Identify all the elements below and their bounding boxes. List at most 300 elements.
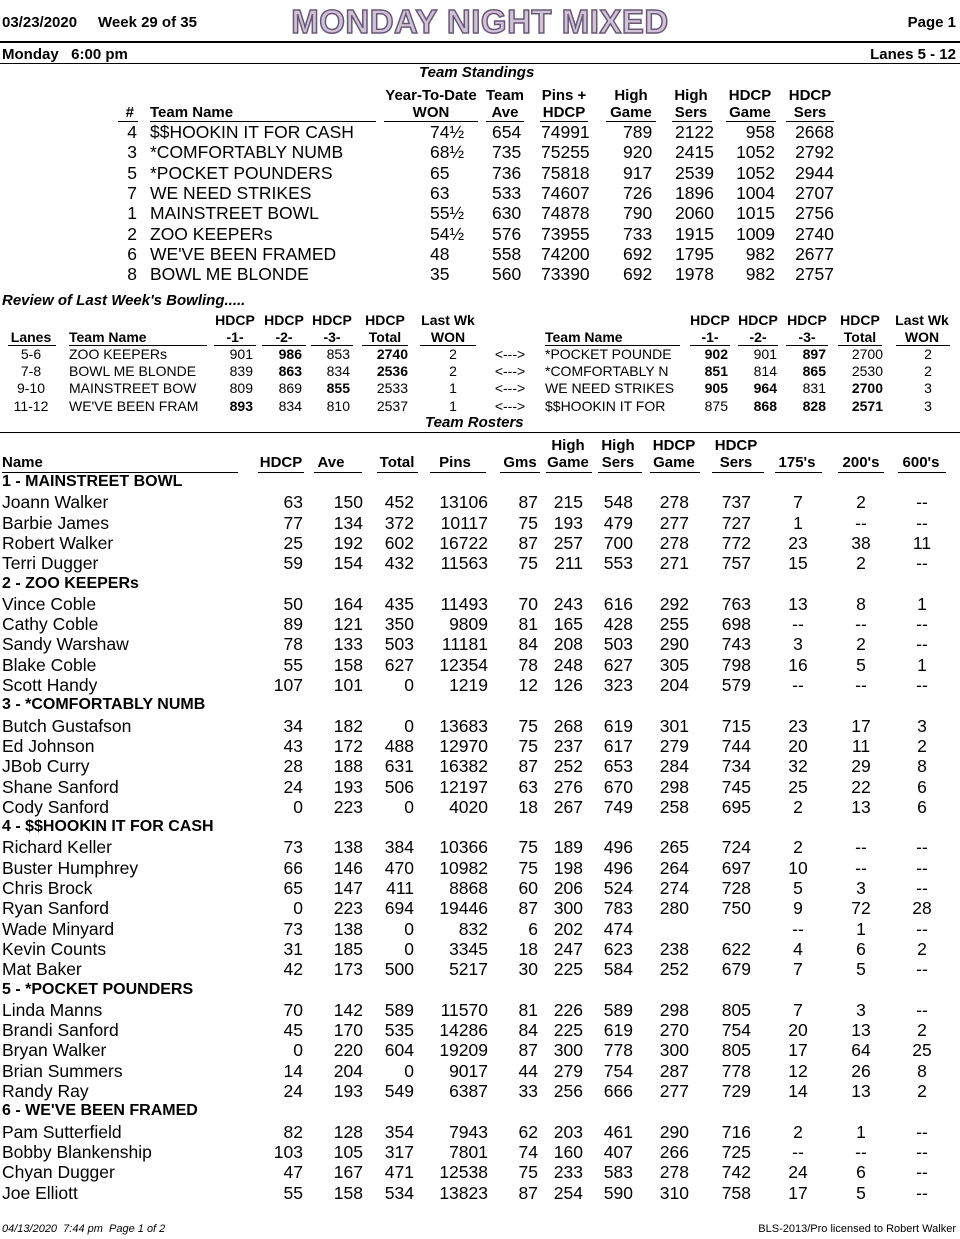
review-opp-game-3: 828 (802, 397, 826, 414)
player-count-200: 13 (851, 796, 871, 817)
player-total: 432 (384, 553, 414, 574)
player-hdcp: 73 (283, 837, 303, 858)
player-row (0, 716, 960, 736)
player-hdcp: 24 (283, 1081, 303, 1101)
player-count-600: 2 (917, 1020, 927, 1041)
review-game-1: 893 (229, 397, 253, 414)
player-high-series: 749 (603, 796, 633, 817)
player-total: 411 (386, 878, 414, 898)
player-count-600: 6 (917, 796, 927, 817)
player-count-200: 6 (856, 938, 866, 959)
col-high-series-top: High (601, 437, 635, 454)
review-col-total: Total (368, 329, 402, 345)
review-row (0, 346, 960, 363)
player-average: 223 (333, 898, 363, 919)
player-hdcp-series: 763 (721, 593, 751, 614)
review-opp-game-3: 831 (802, 380, 826, 397)
player-hdcp: 55 (283, 654, 303, 675)
team-number: 4 (127, 122, 137, 142)
player-row (0, 655, 960, 675)
player-row (0, 675, 960, 695)
review-col-hdcp: HDCP (215, 312, 255, 328)
player-pins: 12538 (439, 1162, 488, 1183)
player-row (0, 553, 960, 573)
player-high-game: 243 (553, 593, 583, 614)
player-total: 0 (404, 938, 414, 959)
player-count-200: -- (855, 857, 867, 878)
player-hdcp-game: 265 (659, 837, 689, 858)
player-hdcp-game: 287 (659, 1060, 689, 1081)
day-time: Monday 6:00 pm (2, 46, 128, 63)
player-hdcp: 0 (293, 796, 303, 817)
player-total: 602 (384, 532, 414, 553)
player-high-series: 619 (603, 1020, 633, 1041)
team-roster-header: 4 - $$HOOKIN IT FOR CASH (2, 818, 214, 836)
review-won: 2 (449, 363, 457, 380)
player-high-series: 617 (603, 735, 633, 756)
player-count-175: 7 (793, 492, 803, 513)
player-total: 0 (404, 796, 414, 817)
player-count-200: 13 (851, 1081, 871, 1101)
player-total: 0 (404, 675, 414, 695)
hdcp-series: 2756 (795, 203, 834, 224)
player-count-600: -- (916, 1162, 928, 1183)
player-pins: 12970 (439, 735, 488, 756)
player-count-200: 3 (856, 878, 866, 898)
player-high-series: 627 (603, 654, 633, 675)
player-count-175: 20 (788, 735, 808, 756)
player-count-200: 26 (851, 1060, 871, 1081)
player-games: 74 (518, 1141, 538, 1162)
player-count-200: 2 (856, 553, 866, 574)
player-high-game: 247 (553, 938, 583, 959)
player-count-200: 2 (856, 634, 866, 655)
player-count-175: 1 (793, 512, 803, 533)
player-row (0, 533, 960, 553)
standings-col-hdg: Game (729, 104, 771, 121)
player-pins: 12354 (439, 654, 488, 675)
player-hdcp-game: 278 (659, 532, 689, 553)
player-hdcp-series: 715 (721, 715, 751, 736)
review-col-opp-game-2: -2- (749, 329, 767, 345)
player-high-game: 256 (553, 1081, 583, 1101)
player-high-series: 670 (603, 776, 633, 797)
player-total: 549 (384, 1081, 414, 1101)
review-game-2: 863 (278, 363, 302, 380)
pins-hdcp: 74991 (541, 122, 590, 142)
player-games: 75 (518, 512, 538, 533)
player-count-175: 17 (788, 1182, 808, 1203)
team-average: 736 (492, 162, 522, 183)
player-count-175: 25 (788, 776, 808, 797)
player-hdcp: 47 (283, 1162, 303, 1183)
player-hdcp-game: 270 (659, 1020, 689, 1041)
player-row (0, 878, 960, 898)
player-average: 101 (333, 675, 363, 695)
player-high-game: 165 (553, 614, 583, 635)
player-total: 471 (384, 1162, 414, 1183)
player-count-200: -- (855, 512, 867, 533)
player-name: Chris Brock (2, 878, 93, 898)
player-high-series: 616 (603, 593, 633, 614)
player-high-game: 215 (553, 492, 583, 513)
review-col-opp-won: WON (904, 329, 940, 345)
player-hdcp: 0 (293, 1040, 303, 1061)
team-number: 7 (127, 182, 137, 203)
player-hdcp-series: 745 (721, 776, 751, 797)
player-hdcp-series: 743 (721, 634, 751, 655)
review-col-lanes: Lanes (10, 329, 52, 345)
player-hdcp: 103 (273, 1141, 303, 1162)
player-games: 87 (518, 1182, 538, 1203)
player-row (0, 634, 960, 654)
standings-col-hs-top: High (674, 87, 708, 104)
player-high-game: 208 (553, 634, 583, 655)
player-games: 44 (518, 1060, 538, 1081)
col-high-series: Sers (601, 454, 635, 471)
player-row (0, 1142, 960, 1162)
player-average: 138 (333, 918, 363, 939)
won: 68½ (430, 142, 465, 163)
player-high-game: 160 (553, 1141, 583, 1162)
pins-hdcp: 73955 (541, 223, 590, 244)
review-row (0, 380, 960, 397)
review-team: BOWL ME BLONDE (69, 363, 197, 380)
player-average: 223 (333, 796, 363, 817)
player-count-175: 14 (788, 1081, 808, 1101)
player-games: 87 (518, 1040, 538, 1061)
review-opp-team: *COMFORTABLY N (545, 363, 669, 380)
player-count-200: 1 (856, 1121, 866, 1142)
review-opp-game-3: 897 (802, 346, 826, 362)
player-name: Sandy Warshaw (2, 634, 129, 655)
hdcp-game: 982 (745, 243, 775, 264)
player-hdcp: 28 (283, 756, 303, 777)
team-average: 576 (492, 223, 522, 244)
player-hdcp: 63 (283, 492, 303, 513)
player-name: Scott Handy (2, 675, 98, 695)
high-series: 1915 (675, 223, 714, 244)
player-hdcp: 14 (283, 1060, 303, 1081)
player-total: 317 (384, 1141, 414, 1162)
footer-license: BLS-2013/Pro licensed to Robert Walker (758, 1223, 956, 1235)
team-roster-header: 2 - ZOO KEEPERs (2, 574, 139, 592)
player-games: 33 (518, 1081, 538, 1101)
player-name: Blake Coble (2, 654, 97, 675)
player-count-175: 2 (793, 1121, 803, 1142)
player-name: JBob Curry (2, 756, 90, 777)
player-name: Chyan Dugger (2, 1162, 115, 1183)
player-hdcp-series: 757 (721, 553, 751, 574)
review-team: ZOO KEEPERs (69, 346, 168, 362)
team-name: BOWL ME BLONDE (150, 264, 309, 285)
review-col-won: WON (430, 329, 466, 345)
player-count-200: 5 (856, 1182, 866, 1203)
player-hdcp: 42 (283, 959, 303, 980)
player-count-600: -- (916, 999, 928, 1020)
player-count-600: 2 (917, 735, 927, 756)
page-number: Page 1 (907, 14, 956, 31)
review-opp-game-2: 964 (753, 380, 777, 397)
player-pins: 11493 (440, 593, 488, 614)
report-date: 03/23/2020 (2, 14, 78, 31)
player-hdcp: 59 (283, 553, 303, 574)
high-game: 692 (623, 243, 653, 264)
player-row (0, 959, 960, 979)
player-pins: 19209 (439, 1040, 488, 1061)
standings-col-won: WON (412, 104, 450, 121)
player-hdcp-game: 292 (659, 593, 689, 614)
player-hdcp-series: 778 (721, 1060, 751, 1081)
player-hdcp: 31 (283, 938, 303, 959)
review-opp-game-1: 851 (704, 363, 728, 380)
player-games: 84 (518, 634, 538, 655)
review-col-opp-lastwk: Last Wk (895, 312, 949, 328)
player-hdcp-series: 579 (721, 675, 751, 695)
player-count-600: -- (916, 918, 928, 939)
player-pins: 10982 (439, 857, 488, 878)
player-name: Brandi Sanford (2, 1020, 119, 1041)
player-hdcp: 82 (283, 1121, 303, 1142)
player-games: 87 (518, 532, 538, 553)
team-number: 2 (127, 223, 137, 244)
team-name: $$HOOKIN IT FOR CASH (150, 122, 354, 142)
player-high-game: 248 (553, 654, 583, 675)
review-opp-team: $$HOOKIN IT FOR (545, 397, 666, 414)
player-total: 435 (384, 593, 414, 614)
player-count-200: 5 (856, 959, 866, 980)
review-row (0, 363, 960, 380)
review-col-hdcp-total: HDCP (365, 312, 405, 328)
player-average: 134 (333, 512, 363, 533)
review-opp-total: 2571 (851, 397, 883, 414)
player-pins: 4020 (449, 796, 488, 817)
col-175s: 175's (778, 454, 816, 471)
won: 54½ (430, 223, 465, 244)
player-hdcp-series: 724 (721, 837, 751, 858)
team-name: *COMFORTABLY NUMB (150, 142, 344, 163)
player-total: 350 (384, 614, 414, 635)
player-total: 506 (384, 776, 414, 797)
review-game-2: 869 (278, 380, 302, 397)
player-count-200: -- (855, 837, 867, 858)
header-underline (430, 472, 486, 473)
player-count-200: -- (855, 1141, 867, 1162)
team-roster-header: 3 - *COMFORTABLY NUMB (2, 696, 206, 714)
review-opp-game-3: 865 (802, 363, 826, 380)
player-count-175: 7 (793, 999, 803, 1020)
player-count-200: 29 (851, 756, 871, 777)
player-hdcp-series: 744 (721, 735, 751, 756)
player-games: 87 (518, 756, 538, 777)
player-hdcp: 45 (283, 1020, 303, 1041)
player-high-series: 323 (603, 675, 633, 695)
player-count-200: 38 (851, 532, 871, 553)
player-count-600: -- (916, 857, 928, 878)
review-opp-won: 2 (924, 346, 932, 362)
team-average: 735 (492, 142, 522, 163)
player-count-600: -- (916, 614, 928, 635)
player-hdcp-series: 805 (721, 999, 751, 1020)
review-col-opp-team: Team Name (545, 329, 623, 345)
player-hdcp-series: 742 (721, 1162, 751, 1183)
player-high-game: 211 (555, 553, 583, 574)
review-game-3: 834 (326, 363, 350, 380)
review-col-game-1: -1- (226, 329, 244, 345)
player-hdcp-game: 238 (659, 938, 689, 959)
player-high-game: 206 (553, 878, 583, 898)
player-high-series: 783 (603, 898, 633, 919)
standings-col-hdg-top: HDCP (728, 87, 772, 104)
review-total: 2537 (376, 397, 408, 414)
player-total: 384 (384, 837, 414, 858)
review-lanes: 7-8 (20, 363, 42, 380)
player-hdcp-game: 264 (659, 857, 689, 878)
player-count-200: -- (855, 614, 867, 635)
player-high-game: 203 (553, 1121, 583, 1142)
hdcp-series: 2707 (795, 182, 834, 203)
review-lanes: 9-10 (16, 380, 46, 397)
player-count-600: 2 (917, 938, 927, 959)
player-row (0, 756, 960, 776)
high-game: 692 (623, 264, 653, 285)
player-total: 354 (384, 1121, 414, 1142)
player-name: Randy Ray (2, 1081, 89, 1101)
player-count-200: -- (855, 675, 867, 695)
col-hdcp-game-top: HDCP (652, 437, 696, 454)
team-number: 1 (127, 203, 137, 224)
player-count-600: 1 (917, 593, 927, 614)
team-number: 5 (127, 162, 137, 183)
col-hdcp-series: Sers (719, 454, 753, 471)
standings-col-num: # (125, 104, 134, 121)
player-count-200: 22 (851, 776, 871, 797)
team-roster-header: 5 - *POCKET POUNDERS (2, 980, 194, 998)
standings-col-team: Team Name (150, 104, 234, 121)
player-row (0, 614, 960, 634)
player-hdcp-game: 255 (659, 614, 689, 635)
review-game-3: 810 (326, 397, 350, 414)
team-number: 3 (127, 142, 137, 163)
high-series: 2539 (675, 162, 714, 183)
player-total: 589 (384, 999, 414, 1020)
player-average: 193 (333, 1081, 363, 1101)
player-name: Cody Sanford (2, 796, 110, 817)
player-name: Linda Manns (2, 999, 103, 1020)
player-high-game: 300 (553, 898, 583, 919)
player-average: 150 (333, 492, 363, 513)
review-col-game-2: -2- (275, 329, 293, 345)
header-underline (838, 472, 884, 473)
player-hdcp-game: 271 (659, 553, 689, 574)
review-total: 2536 (376, 363, 408, 380)
player-hdcp-series: 697 (721, 857, 751, 878)
player-row (0, 1122, 960, 1142)
player-high-game: 193 (553, 512, 583, 533)
player-high-game: 257 (553, 532, 583, 553)
standings-row (0, 203, 960, 223)
won: 48 (430, 243, 450, 264)
player-total: 604 (384, 1040, 414, 1061)
review-col-opp-hdcp: HDCP (690, 312, 730, 328)
player-average: 147 (333, 878, 363, 898)
report-week: Week 29 of 35 (98, 14, 197, 31)
player-count-600: 3 (917, 715, 927, 736)
hdcp-series: 2757 (795, 264, 834, 285)
player-count-175: 3 (793, 634, 803, 655)
col-ave: Ave (317, 454, 345, 471)
review-lanes: 11-12 (13, 397, 49, 414)
player-high-game: 254 (553, 1182, 583, 1203)
player-name: Buster Humphrey (2, 857, 139, 878)
player-hdcp-game: 305 (659, 654, 689, 675)
player-hdcp-game: 284 (659, 756, 689, 777)
player-high-series: 700 (603, 532, 633, 553)
player-row (0, 939, 960, 959)
player-total: 503 (384, 634, 414, 655)
header-underline (650, 472, 700, 473)
pins-hdcp: 73390 (541, 264, 590, 285)
player-high-series: 407 (603, 1141, 633, 1162)
rosters-title: Team Rosters (425, 414, 524, 431)
player-pins: 6387 (449, 1081, 488, 1101)
col-gms: Gms (503, 454, 537, 471)
col-name: Name (2, 454, 43, 471)
hdcp-series: 2944 (795, 162, 834, 183)
player-row (0, 1081, 960, 1101)
review-opp-won: 2 (924, 363, 932, 380)
hdcp-series: 2668 (795, 122, 834, 142)
hdcp-game: 958 (745, 122, 775, 142)
hdcp-game: 1052 (736, 142, 775, 163)
player-name: Mat Baker (2, 959, 82, 980)
won: 65 (430, 162, 450, 183)
player-name: Cathy Coble (2, 614, 99, 635)
player-pins: 7801 (449, 1141, 488, 1162)
player-high-game: 189 (553, 837, 583, 858)
high-game: 733 (623, 223, 653, 244)
col-600s: 600's (902, 454, 940, 471)
standings-col-ave: Ave (491, 104, 519, 121)
review-game-3: 855 (326, 380, 350, 397)
player-pins: 11570 (440, 999, 488, 1020)
review-game-2: 986 (278, 346, 302, 362)
review-opp-game-2: 901 (753, 346, 777, 362)
player-count-600: -- (916, 553, 928, 574)
col-hdcp-game: Game (653, 454, 695, 471)
team-name: ZOO KEEPERs (150, 223, 273, 244)
review-team: MAINSTREET BOW (69, 380, 197, 397)
high-series: 1896 (675, 182, 714, 203)
player-pins: 13823 (439, 1182, 488, 1203)
standings-col-hds: Sers (793, 104, 827, 121)
high-series: 1795 (675, 243, 714, 264)
player-count-600: 1 (917, 654, 927, 675)
player-pins: 11181 (441, 634, 488, 655)
player-count-200: 17 (851, 715, 871, 736)
player-average: 142 (333, 999, 363, 1020)
player-high-game: 202 (553, 918, 583, 939)
player-count-175: 23 (788, 532, 808, 553)
player-games: 78 (518, 654, 538, 675)
review-vs-arrow: <---> (494, 363, 526, 380)
high-series: 1978 (675, 264, 714, 285)
player-high-series: 428 (603, 614, 633, 635)
player-count-200: 1 (856, 918, 866, 939)
player-hdcp-series: 754 (721, 1020, 751, 1041)
player-high-game: 225 (553, 1020, 583, 1041)
player-pins: 13683 (439, 715, 488, 736)
